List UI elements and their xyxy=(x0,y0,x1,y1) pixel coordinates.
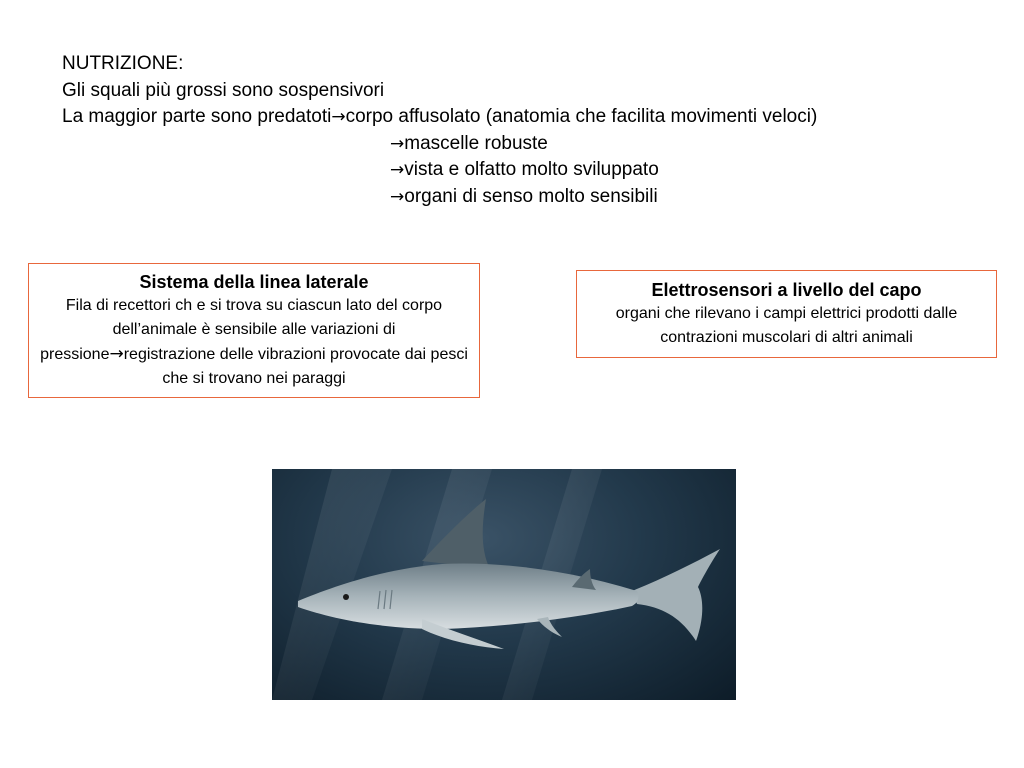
nutrition-text xyxy=(62,51,817,210)
electrosensors-body: organi che rilevano i campi elettrici prodotti dalle contrazioni muscolari di altri animali xyxy=(615,305,958,346)
right-arrow-icon: → xyxy=(390,133,405,154)
feature-body-shape: corpo affusolato (anatomia che facilita movimenti veloci) xyxy=(345,106,818,127)
shark-illustration xyxy=(272,469,736,700)
lateral-line-box xyxy=(28,263,480,398)
shark-eye xyxy=(343,594,349,600)
electrosensors-box xyxy=(576,270,997,358)
feature-sense-organs-text: organi di senso molto sensibili xyxy=(404,185,658,207)
feature-jaws xyxy=(62,131,817,158)
lateral-line-title: Sistema della linea laterale xyxy=(139,272,369,292)
right-arrow-icon: → xyxy=(390,160,405,180)
nutrition-line-1: Gli squali più grossi sono sospensivori xyxy=(62,79,385,101)
nutrition-line-2 xyxy=(62,104,817,131)
right-arrow-icon: → xyxy=(109,344,124,364)
feature-sight-smell-text: vista e olfatto molto sviluppato xyxy=(404,159,659,180)
shark-photo xyxy=(272,469,736,700)
lateral-line-body-part-1: Fila di recettori ch e si trova su ciascun lato del corpo dell’animale è sensibile alle variazioni di pressione xyxy=(40,297,443,363)
feature-sight-smell xyxy=(62,157,817,184)
lateral-line-body-part-2: registrazione delle vibrazioni provocate dai pesci che si trovano nei paraggi xyxy=(123,346,468,387)
right-arrow-icon: → xyxy=(331,107,346,127)
feature-sense-organs xyxy=(62,184,817,211)
feature-jaws-text: mascelle robuste xyxy=(404,132,548,154)
nutrition-line-2-prefix: La maggior parte sono predatoti xyxy=(62,106,332,127)
electrosensors-title: Elettrosensori a livello del capo xyxy=(651,280,922,300)
nutrition-heading: NUTRIZIONE: xyxy=(62,53,184,74)
right-arrow-icon: → xyxy=(390,186,405,207)
shark-tail xyxy=(632,549,720,641)
lateral-line-body xyxy=(29,294,479,391)
